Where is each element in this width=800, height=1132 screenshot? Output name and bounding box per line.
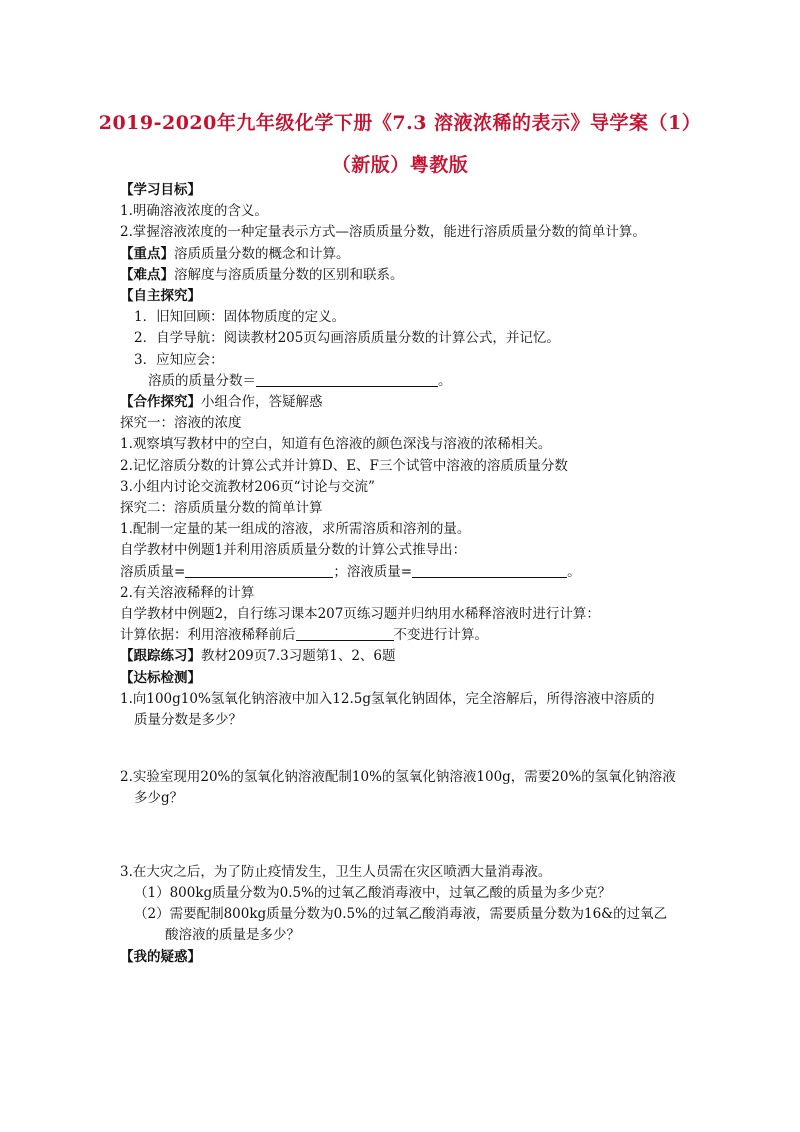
doubts-heading: 【我的疑惑】 (120, 948, 201, 965)
explore2-item-2: 2.有关溶液稀释的计算 (120, 584, 255, 601)
self-explore-item-1: 1．旧知回顾：固体物质度的定义。 (134, 309, 346, 326)
basis-blank[interactable] (296, 626, 394, 641)
solute-solution-formula: 溶质质量= ；溶液质量= 。 (120, 563, 581, 580)
question-3-part-2-line-1: （2）需要配制800kg质量分数为0.5%的过氧乙酸消毒液，需要质量分数为16&的过氧乙 (134, 906, 668, 923)
document-title-line2: （新版）粤教版 (331, 154, 469, 176)
key-point: 【重点】溶质质量分数的概念和计算。 (120, 245, 350, 262)
self-explore-item-3: 3．应知应会： (134, 351, 224, 368)
formula-blank[interactable] (256, 372, 438, 387)
test-heading: 【达标检测】 (120, 669, 201, 686)
solution-blank[interactable] (412, 563, 567, 578)
answer-space-1[interactable] (120, 731, 690, 767)
self-explore-item-2: 2．自学导航：阅读教材205页勾画溶质质量分数的计算公式，并记忆。 (134, 330, 560, 347)
question-2-line-1: 2.实验室现用20%的氢氧化钠溶液配制10%的氢氧化钠溶液100g，需要20%的氢氧化钠溶液 (120, 769, 676, 786)
dilution-basis: 计算依据：利用溶液稀释前后 不变进行计算。 (120, 627, 488, 644)
question-2-line-2: 多少g？ (134, 790, 184, 807)
explore1-title: 探究一：溶液的浓度 (120, 415, 242, 432)
document-title-line1: 2019-2020年九年级化学下册《7.3 溶液浓稀的表示》导学案（1） (98, 112, 702, 134)
coop-heading: 【合作探究】小组合作，答疑解惑 (120, 394, 323, 411)
self-explore-heading: 【自主探究】 (120, 288, 201, 305)
question-1-line-1: 1.向100g10%氢氧化钠溶液中加入12.5g氢氧化钠固体，完全溶解后，所得溶液中溶质的 (120, 690, 655, 707)
follow-practice: 【跟踪练习】教材209页7.3习题第1、2、6题 (120, 648, 396, 665)
explore2-item-2-sub: 自学教材中例题2，自行练习课本207页练习题并归纳用水稀释溶液时进行计算： (120, 606, 600, 623)
answer-space-2[interactable] (120, 810, 690, 862)
goal-item-2: 2.掌握溶液浓度的一种定量表示方式—溶质质量分数，能进行溶质质量分数的简单计算。 (120, 224, 646, 241)
question-3-part-2-line-2: 酸溶液的质量是多少？ (165, 927, 300, 944)
explore2-item-1: 1.配制一定量的某一组成的溶液，求所需溶质和溶剂的量。 (120, 521, 471, 538)
explore1-item-1: 1.观察填写教材中的空白，知道有色溶液的颜色深浅与溶液的浓稀相关。 (120, 436, 552, 453)
solute-blank[interactable] (185, 563, 333, 578)
question-3-part-1: （1）800kg质量分数为0.5%的过氧乙酸消毒液中，过氧乙酸的质量为多少克？ (134, 884, 611, 901)
document-body (120, 180, 690, 968)
question-1-line-2: 质量分数是多少？ (134, 712, 242, 729)
explore2-title: 探究二：溶质质量分数的简单计算 (120, 500, 323, 517)
explore1-item-2: 2.记忆溶质分数的计算公式并计算D、E、F三个试管中溶液的溶质质量分数 (120, 457, 568, 474)
explore2-item-1-sub: 自学教材中例题1并利用溶质质量分数的计算公式推导出： (120, 542, 467, 559)
learning-goals-heading: 【学习目标】 (120, 182, 201, 198)
goal-item-1: 1.明确溶液浓度的含义。 (120, 203, 268, 220)
question-3: 3.在大灾之后，为了防止疫情发生，卫生人员需在灾区喷洒大量消毒液。 (120, 863, 552, 880)
explore1-item-3: 3.小组内讨论交流教材206页“讨论与交流” (120, 478, 375, 495)
mass-fraction-formula: 溶质的质量分数＝ 。 (148, 372, 452, 389)
difficulty: 【难点】溶解度与溶质质量分数的区别和联系。 (120, 266, 404, 283)
